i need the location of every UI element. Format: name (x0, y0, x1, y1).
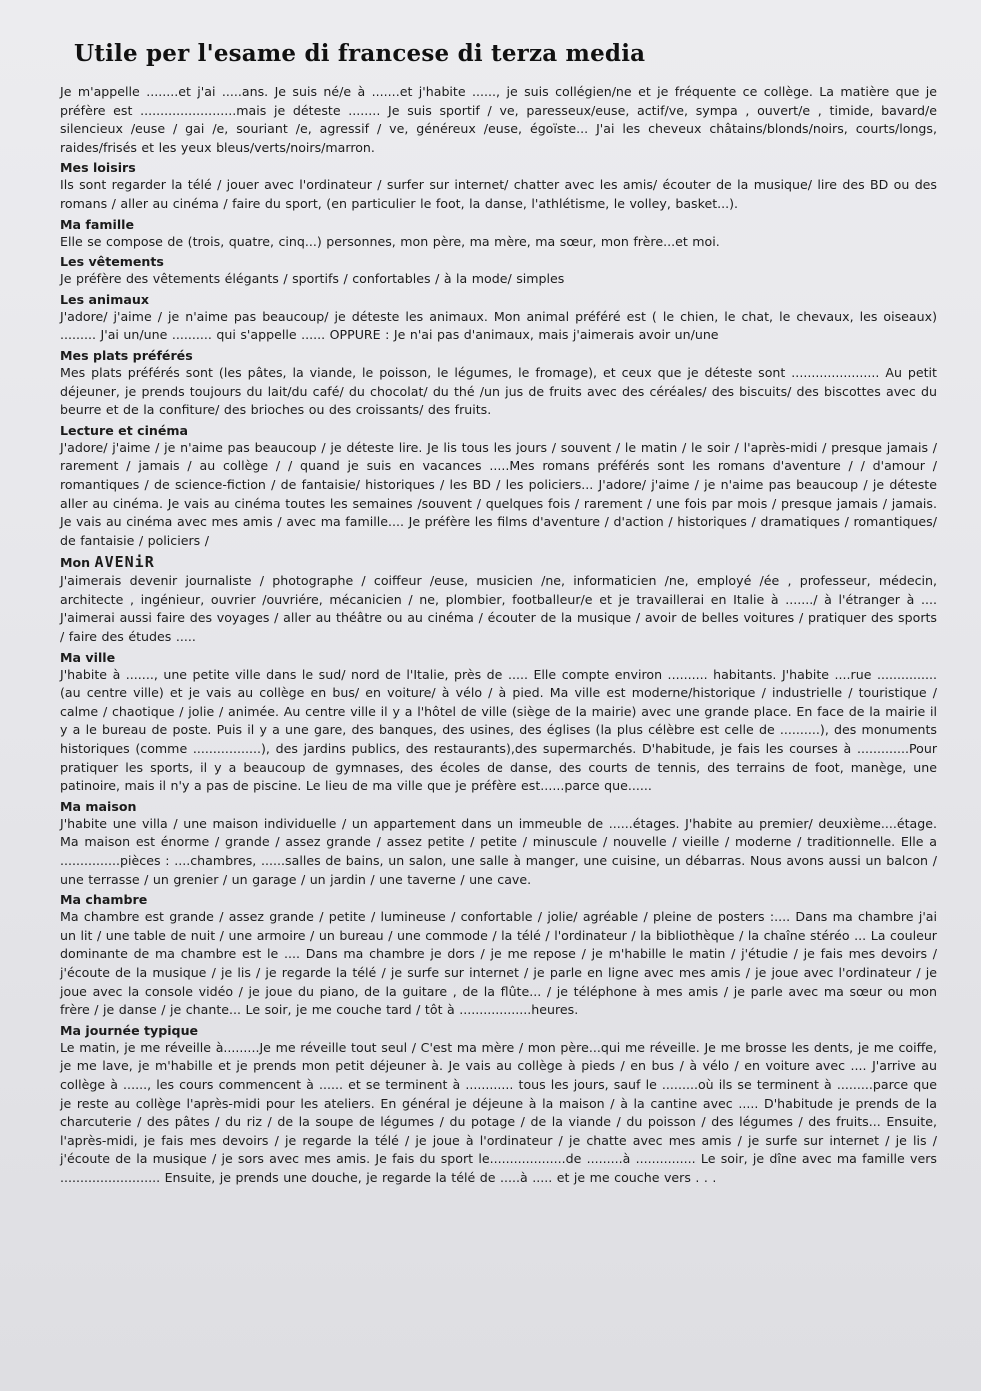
section-text-famille: Elle se compose de (trois, quatre, cinq...) personnes, mon père, ma mère, ma sœur, mon frère...et moi. (60, 233, 720, 249)
intro-paragraph: Je m'appelle ........et j'ai .....ans. Je suis né/e à .......et j'habite ......, je suis collégien/ne et je fréquente ce collège. La matière que je préfère est ........................mais je déteste ........ Je suis sportif / ve, paresseux/euse, actif/ve, sympa , ouvert/e , timide, bavard/e silencieux /euse / gai /e, souriant /e, agressif / ve, généreux /euse, égoïste... J'ai les cheveux châtains/blonds/noirs, courts/longs, raides/frisés et les yeux bleus/verts/noirs/marron. (60, 84, 937, 155)
section-heading-loisirs: Mes loisirs (60, 160, 136, 176)
section-heading-journee: Ma journée typique (60, 1022, 199, 1038)
page-title: Utile per l'esame di francese di terza media (74, 40, 646, 67)
section-text-vetements: Je préfère des vêtements élégants / sportifs / confortables / à la mode/ simples (60, 271, 565, 287)
section-heading-lecture: Lecture et cinéma (60, 422, 189, 438)
section-text-plats: Mes plats préférés sont (les pâtes, la viande, le poisson, le légumes, le fromage), et ceux que je déteste sont ...................... Au petit déjeuner, je prends toujours du lait/du café/ du chocolat/ du thé /un jus de fruits avec des céréales/ des biscuits/ des biscottes avec du beurre et de la confiture/ des brioches ou des croissants/ des fruits. (60, 364, 937, 418)
section-text-maison: J'habite une villa / une maison individuelle / un appartement dans un immeuble de ......étages. J'habite au premier/ deuxième....étage. Ma maison est énorme / grande / assez grande / assez petite / petite / minuscule / nouvelle / vieille / moderne / traditionnelle. Elle a ...............pièces : ....chambres, ......salles de bains, un salon, une salle à manger, une cuisine, un débarras. Nous avons aussi un balcon / une terrasse / un grenier / un garage / un jardin / une taverne / une cave. (60, 815, 937, 887)
section-text-chambre: Ma chambre est grande / assez grande / petite / lumineuse / confortable / jolie/ agréable / pleine de posters :.... Dans ma chambre j'ai un lit / une table de nuit / une armoire / un bureau / une commode / la télé / l'ordinateur / la bibliothèque / la chaîne stéréo ... La couleur dominante de ma chambre est le .... Dans ma chambre je dors / je me repose / je m'habille le matin / j'étudie / je fais mes devoirs / j'écoute de la musique / je lis / je regarde la télé / je surfe sur internet / je parle en ligne avec mes amis / je joue avec l'ordinateur / je joue avec la console vidéo / je joue du piano, de la guitare , de la flûte... / je téléphone à mes amis / je parle avec ma sœur ou mon frère / je danse / je chante... Le soir, je me couche tard / tôt à ..................heures. (60, 909, 937, 1018)
section-heading-animaux: Les animaux (60, 291, 149, 307)
section-text-avenir: J'aimerais devenir journaliste / photographe / coiffeur /euse, musicien /ne, informaticien /ne, employé /ée , professeur, médecin, architecte , ingénieur, ouvrier /ouvriére, mécanicien / ne, plombier, footballeur/e et je travaillerai en Italie à ......./ à l'étranger à .... J'aimerai aussi faire des voyages / aller au théâtre ou au cinéma / écouter de la musique / avoir de belles voitures / pratiquer des sports / faire des études ..... (60, 573, 937, 645)
section-text-loisirs: Ils sont regarder la télé / jouer avec l'ordinateur / surfer sur internet/ chatter avec les amis/ écouter de la musique/ lire des BD ou des romans / aller au cinéma / faire du sport, (en particulier le foot, la danse, l'athlétisme, le volley, basket...). (60, 177, 937, 211)
section-heading-chambre: Ma chambre (60, 892, 148, 908)
section-text-ville: J'habite à ......., une petite ville dans le sud/ nord de l'Italie, près de ..... Elle compte environ .......... habitants. J'habite ....rue ............... (au centre ville) et je vais au collège en bus/ en voiture/ à vélo / à pied. Ma ville est moderne/historique / industrielle / touristique / calme / chaotique / jolie / animée. Au centre ville il y a l'hôtel de ville (siège de la mairie) avec une grande place. En face de la mairie il y a le bureau de poste. Puis il y a une gare, des banques, des usines, des églises (la plus célèbre est celle de ..........), des monuments historiques (comme .................), des jardins publics, des restaurants),des supermarchés. D'habitude, je fais les courses à .............Pour pratiquer les sports, il y a beaucoup de gymnases, des écoles de danse, des courts de tennis, des terrains de foot, manège, une patinoire, mais il n'y a pas de piscine. Le lieu de ma ville que je préfère est......parce que...... (60, 666, 937, 794)
section-text-animaux: J'adore/ j'aime / je n'aime pas beaucoup/ je déteste les animaux. Mon animal préféré est ( le chien, le chat, le chevaux, les oiseaux) ......... J'ai un/une .......... qui s'appelle ...... OPPURE : Je n'ai pas d'animaux, mais j'aimerais avoir un/une (60, 308, 937, 343)
section-heading-avenir (60, 553, 937, 571)
section-heading-famille: Ma famille (60, 216, 135, 232)
section-text-lecture: J'adore/ j'aime / je n'aime pas beaucoup / je déteste lire. Je lis tous les jours / souvent / le matin / le soir / l'après-midi / presque jamais / rarement / jamais / au collège / / quand je suis en vacances .....Mes romans préférés sont les romans d'aventure / / d'amour / romantiques / de science-fiction / de fantaisie/ historiques / les BD / les policiers... J'adore/ j'aime / je n'aime pas beaucoup / je déteste aller au cinéma. Je vais au cinéma toutes les semaines /souvent / quelques fois / rarement / une fois par mois / presque jamais / jamais. Je vais au cinéma avec mes amis / avec ma famille.... Je préfère les films d'aventure / d'action / historiques / dramatiques / romantiques/ de fantaisie / policiers / (60, 439, 937, 548)
section-text-journee: Le matin, je me réveille à.........Je me réveille tout seul / C'est ma mère / mon père...qui me réveille. Je me brosse les dents, je me coiffe, je me lave, je m'habille et je prends mon petit déjeuner à. Je vais au collège à pieds / en bus / à vélo / en voiture avec .... J'arrive au collège à ......, les cours commencent à ...... et se terminent à ............ tous les jours, sauf le .........où ils se terminent à .........parce que je reste au collège l'après-midi pour les ateliers. En général je déjeune à la maison / à la cantine avec ..... D'habitude je prends de la charcuterie / des pâtes / du riz / de la soupe de légumes / du potage / de la viande / du poisson / des légumes / des fruits... Ensuite, l'après-midi, je fais mes devoirs / je regarde la télé / je joue à l'ordinateur / je chatte avec mes amis / je surfe sur internet / je lis / j'écoute de la musique / je sors avec mes amis. Je fais du sport le...................de .........à ............... Le soir, je dîne avec ma famille vers ......................... Ensuite, je prends une douche, je regarde la télé de .....à ..... et je me couche vers . . . (60, 1039, 937, 1185)
section-heading-maison: Ma maison (60, 798, 137, 814)
section-heading-avenir-label: Mon (60, 555, 91, 571)
section-heading-plats: Mes plats préférés (60, 347, 193, 363)
handwritten-avenir: AVENiR (94, 553, 155, 572)
section-heading-vetements: Les vêtements (60, 254, 164, 270)
section-heading-ville: Ma ville (60, 649, 116, 665)
